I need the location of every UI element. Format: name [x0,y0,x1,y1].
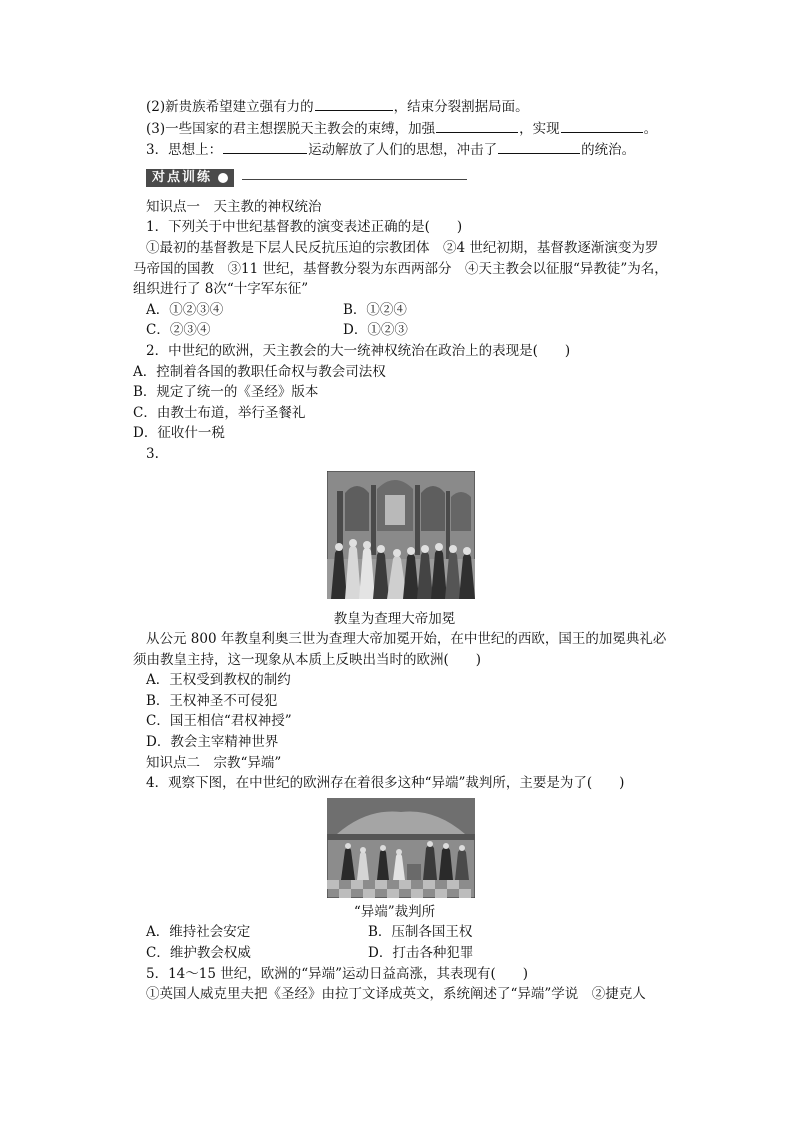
option-d[interactable]: D．教会主宰精神世界 [146,734,279,751]
question-1-stem: 1．下列关于中世纪基督教的演变表述正确的是( ) [146,219,463,236]
option-c[interactable]: C．国王相信“君权神授” [146,713,292,730]
question-1-options-row [146,300,656,321]
option-d[interactable]: D．①②③ [343,322,408,339]
option-c[interactable]: C．维护教会权威 [146,945,251,962]
fill-blank[interactable] [498,139,580,154]
question-3-text: 从公元 800 年教皇利奥三世为查理大帝加冕开始，在中世纪的西欧，国王的加冕典礼必 [146,631,667,648]
intro-line-1 [146,96,656,118]
document-page [133,96,668,1005]
question-1-options-row [146,320,656,341]
option-c[interactable]: C．由教士布道，举行圣餐礼 [133,404,306,421]
question-4-options-row [146,943,656,964]
option-b[interactable]: B．王权神圣不可侵犯 [146,692,278,709]
intro-line-2 [146,118,656,140]
question-5-text: ①英国人威克里夫把《圣经》由拉丁文译成英文，系统阐述了“异端”学说 ②捷克人 [146,986,646,1003]
option-a[interactable]: A．王权受到教权的制约 [146,672,291,689]
dot-icon [218,173,228,183]
figure-caption: “异端”裁判所 [353,903,436,920]
figure-caption: 教皇为查理大帝加冕 [333,610,456,627]
intro-text: ，实现 [519,120,560,137]
intro-text: 运动解放了人们的思想，冲击了 [308,142,498,159]
knowledge-point-2: 知识点二 宗教“异端” [146,754,282,771]
section-header [146,167,656,191]
fill-blank[interactable] [561,118,643,133]
coronation-image [327,471,475,599]
fill-blank[interactable] [436,118,518,133]
question-1-text: 组织进行了 8次“十字军东征” [133,281,309,298]
intro-text: (2)新贵族希望建立强有力的 [146,99,314,115]
question-3-text: 须由教皇主持，这一现象从本质上反映出当时的欧洲( ) [133,651,482,668]
question-3-number: 3. [146,445,159,462]
inquisition-image [327,798,475,898]
intro-text: 的统治。 [581,142,636,159]
question-1-text: ①最初的基督教是下层人民反抗压迫的宗教团体 ②4 世纪初期，基督教逐渐演变为罗 [146,239,659,256]
fill-blank[interactable] [315,96,393,111]
question-5-stem: 5．14～15 世纪，欧洲的“异端”运动日益高涨，其表现有( ) [146,965,529,982]
intro-text: 。 [643,120,658,137]
question-2-stem: 2．中世纪的欧洲，天主教会的大一统神权统治在政治上的表现是( ) [146,342,571,359]
option-d[interactable]: D．征收什一税 [133,425,225,442]
option-b[interactable]: B．①②④ [343,301,407,318]
section-title: 对点训练 [152,169,213,185]
question-1-text: 马帝国的国教 ③11 世纪，基督教分裂为东西两部分 ④天主教会以征服“异教徒”为名， [133,260,668,277]
knowledge-point-1: 知识点一 天主教的神权统治 [146,198,322,215]
option-a[interactable]: A．①②③④ [146,301,224,318]
intro-text: 3．思想上： [146,142,223,159]
option-a[interactable]: A．维持社会安定 [146,924,251,941]
question-4-stem: 4．观察下图，在中世纪的欧洲存在着很多这种“异端”裁判所，主要是为了( ) [146,775,625,792]
section-badge [146,169,234,187]
question-4-options-row [146,922,656,943]
option-d[interactable]: D．打击各种犯罪 [368,945,474,962]
section-divider [242,179,467,180]
option-b[interactable]: B．规定了统一的《圣经》版本 [133,384,319,401]
option-b[interactable]: B．压制各国王权 [368,924,473,941]
intro-text: ，结束分裂割据局面。 [393,99,529,115]
intro-line-3 [146,139,656,161]
fill-blank[interactable] [223,139,307,154]
option-a[interactable]: A．控制着各国的教职任命权与教会司法权 [133,363,386,380]
option-c[interactable]: C．②③④ [146,322,211,339]
intro-text: (3)一些国家的君主想摆脱天主教会的束缚，加强 [146,120,436,137]
